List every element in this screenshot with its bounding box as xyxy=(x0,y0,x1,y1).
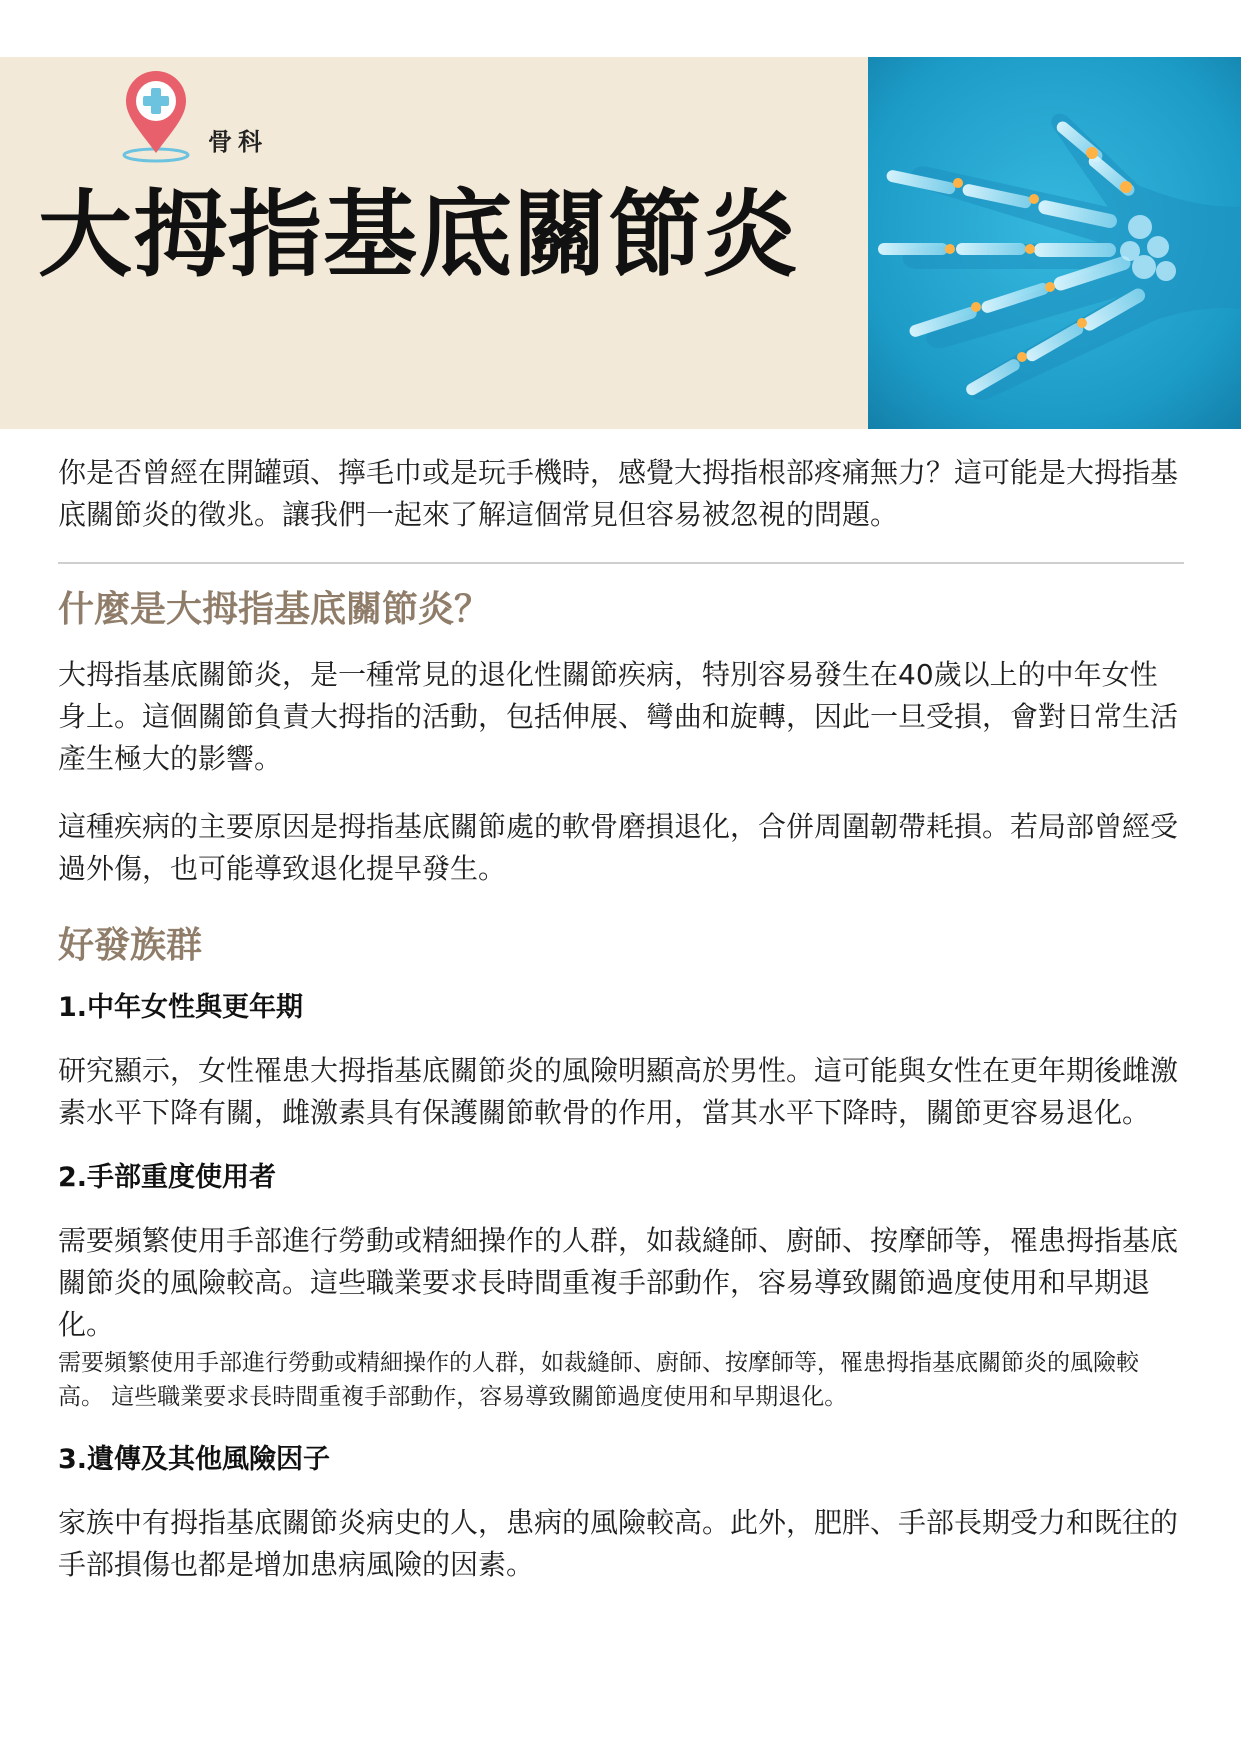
page-title: 大拇指基底關節炎 xyxy=(38,181,799,290)
group-item-text-3: 家族中有拇指基底關節炎病史的人，患病的風險較高。此外，肥胖、手部長期受力和既往的手部損傷也都是增加患病風險的因素。 xyxy=(58,1506,1179,1581)
hand-xray-illustration xyxy=(868,57,1241,429)
group-item-text-2-small: 需要頻繁使用手部進行勞動或精細操作的人群，如裁縫師、廚師、按摩師等，罹患拇指基底關節炎的風險較高。 這些職業要求長時間重複手部動作，容易導致關節過度使用和早期退化。 xyxy=(58,1350,1139,1410)
medical-location-pin-icon xyxy=(118,69,194,165)
group-item-text-1: 研究顯示，女性罹患大拇指基底關節炎的風險明顯高於男性。這可能與女性在更年期後雌激素水平下降有關，雌激素具有保護關節軟骨的作用，當其水平下降時，關節更容易退化。 xyxy=(58,1054,1179,1129)
article-body xyxy=(58,452,1184,1586)
what-paragraph-2: 這種疾病的主要原因是拇指基底關節處的軟骨磨損退化，合併周圍韌帶耗損。若局部曾經受過外傷，也可能導致退化提早發生。 xyxy=(58,810,1179,885)
intro-paragraph: 你是否曾經在開罐頭、擰毛巾或是玩手機時，感覺大拇指根部疼痛無力？這可能是大拇指基底關節炎的徵兆。讓我們一起來了解這個常見但容易被忽視的問題。 xyxy=(58,456,1179,531)
section-heading-what: 什麼是大拇指基底關節炎？ xyxy=(58,589,491,630)
group-item-title-3: 3.遺傳及其他風險因子 xyxy=(58,1444,331,1475)
section-heading-groups: 好發族群 xyxy=(58,925,203,966)
header-banner xyxy=(0,57,1241,429)
what-paragraph-1: 大拇指基底關節炎，是一種常見的退化性關節疾病，特別容易發生在40歲以上的中年女性身上。這個關節負責大拇指的活動，包括伸展、彎曲和旋轉，因此一旦受損，會對日常生活產生極大的影響。 xyxy=(58,658,1179,775)
department-label: 骨科 xyxy=(208,128,268,156)
group-item-title-2: 2.手部重度使用者 xyxy=(58,1162,277,1193)
group-item-title-1: 1.中年女性與更年期 xyxy=(58,992,304,1023)
divider xyxy=(58,562,1184,564)
group-item-text-2: 需要頻繁使用手部進行勞動或精細操作的人群，如裁縫師、廚師、按摩師等，罹患拇指基底關節炎的風險較高。這些職業要求長時間重複手部動作，容易導致關節過度使用和早期退化。 xyxy=(58,1224,1179,1341)
